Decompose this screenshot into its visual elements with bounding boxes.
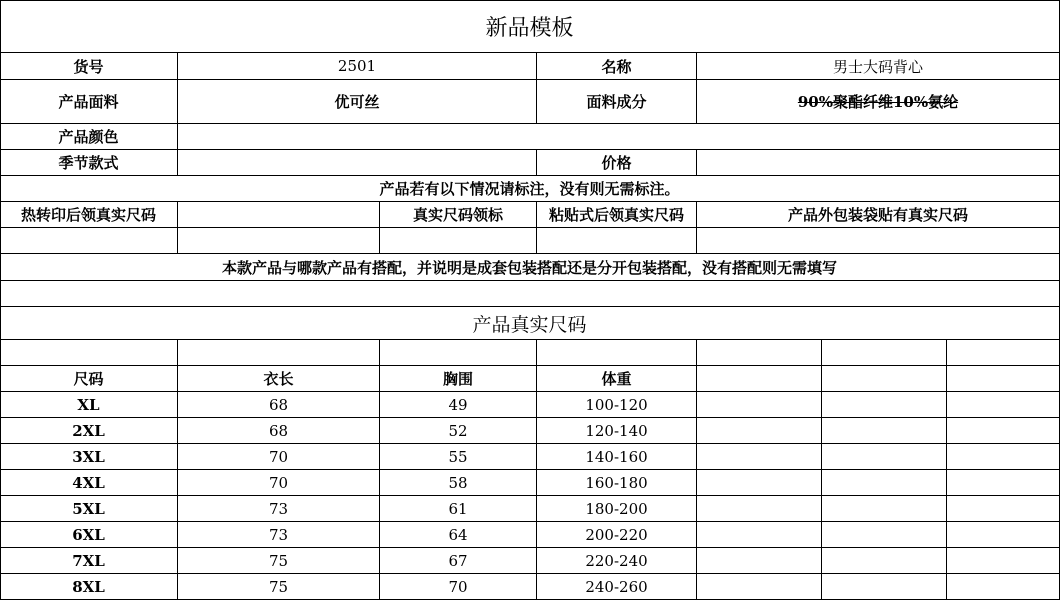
- length-cell[interactable]: 75: [178, 548, 380, 574]
- size-table-blank-cell[interactable]: [380, 340, 537, 366]
- item-no-value[interactable]: 2501: [178, 53, 537, 80]
- size-table-blank-cell[interactable]: [947, 418, 1060, 444]
- size-cell[interactable]: 7XL: [0, 548, 178, 574]
- length-cell[interactable]: 68: [178, 418, 380, 444]
- length-cell[interactable]: 68: [178, 392, 380, 418]
- chest-cell[interactable]: 61: [380, 496, 537, 522]
- size-table-blank-cell[interactable]: [697, 392, 822, 418]
- weight-cell[interactable]: 180-200: [537, 496, 697, 522]
- size-table-blank-cell[interactable]: [947, 470, 1060, 496]
- weight-cell[interactable]: 140-160: [537, 444, 697, 470]
- length-cell[interactable]: 73: [178, 496, 380, 522]
- weight-cell[interactable]: 220-240: [537, 548, 697, 574]
- weight-cell[interactable]: 100-120: [537, 392, 697, 418]
- chest-cell[interactable]: 70: [380, 574, 537, 600]
- size-cell[interactable]: 3XL: [0, 444, 178, 470]
- size-table-blank-cell[interactable]: [822, 548, 947, 574]
- weight-cell[interactable]: 160-180: [537, 470, 697, 496]
- size-table-blank-cell[interactable]: [697, 418, 822, 444]
- size-table-blank-cell[interactable]: [947, 444, 1060, 470]
- composition-label: 面料成分: [537, 80, 697, 124]
- size-tag-input[interactable]: [380, 228, 537, 254]
- size-table-title: 产品真实尺码: [0, 307, 1060, 340]
- chest-cell[interactable]: 52: [380, 418, 537, 444]
- size-table-blank-cell[interactable]: [822, 340, 947, 366]
- sticker-input[interactable]: [537, 228, 697, 254]
- size-table-blank-cell[interactable]: [822, 522, 947, 548]
- color-value[interactable]: [178, 124, 1060, 150]
- size-table-blank-cell[interactable]: [947, 522, 1060, 548]
- length-header: 衣长: [178, 366, 380, 392]
- size-table-blank-cell[interactable]: [822, 418, 947, 444]
- size-table-blank-cell[interactable]: [537, 340, 697, 366]
- size-table-blank-cell[interactable]: [822, 444, 947, 470]
- size-table-blank-cell[interactable]: [947, 496, 1060, 522]
- size-table-blank-cell[interactable]: [697, 444, 822, 470]
- heat-transfer-size-label: 热转印后领真实尺码: [0, 202, 178, 228]
- size-table-blank-cell[interactable]: [947, 574, 1060, 600]
- fabric-label: 产品面料: [0, 80, 178, 124]
- blank-input[interactable]: [178, 228, 380, 254]
- size-table-blank-cell[interactable]: [947, 392, 1060, 418]
- item-no-label: 货号: [0, 53, 178, 80]
- size-table-blank-cell[interactable]: [697, 496, 822, 522]
- length-cell[interactable]: 73: [178, 522, 380, 548]
- package-input[interactable]: [697, 228, 1060, 254]
- size-table-blank-cell[interactable]: [822, 366, 947, 392]
- size-table-blank-cell[interactable]: [947, 340, 1060, 366]
- chest-header: 胸围: [380, 366, 537, 392]
- size-header: 尺码: [0, 366, 178, 392]
- name-value[interactable]: 男士大码背心: [697, 53, 1060, 80]
- size-cell[interactable]: 4XL: [0, 470, 178, 496]
- size-table-blank-cell[interactable]: [697, 470, 822, 496]
- length-cell[interactable]: 70: [178, 470, 380, 496]
- size-label-tag-label: 真实尺码领标: [380, 202, 537, 228]
- name-label: 名称: [537, 53, 697, 80]
- color-label: 产品颜色: [0, 124, 178, 150]
- size-table-blank-cell[interactable]: [697, 574, 822, 600]
- price-value[interactable]: [697, 150, 1060, 176]
- chest-cell[interactable]: 64: [380, 522, 537, 548]
- size-cell[interactable]: 5XL: [0, 496, 178, 522]
- chest-cell[interactable]: 55: [380, 444, 537, 470]
- chest-cell[interactable]: 67: [380, 548, 537, 574]
- size-table-blank-cell[interactable]: [0, 340, 178, 366]
- fabric-value[interactable]: 优可丝: [178, 80, 537, 124]
- size-cell[interactable]: 2XL: [0, 418, 178, 444]
- chest-cell[interactable]: 49: [380, 392, 537, 418]
- size-table-blank-cell[interactable]: [822, 496, 947, 522]
- heat-transfer-size-value[interactable]: [178, 202, 380, 228]
- size-table-blank-cell[interactable]: [697, 548, 822, 574]
- size-table-blank-cell[interactable]: [697, 366, 822, 392]
- size-table-blank-cell[interactable]: [947, 548, 1060, 574]
- size-table-blank-cell[interactable]: [697, 340, 822, 366]
- sticker-size-label: 粘贴式后领真实尺码: [537, 202, 697, 228]
- size-cell[interactable]: XL: [0, 392, 178, 418]
- page-title: 新品模板: [0, 0, 1060, 53]
- notice-text: 产品若有以下情况请标注，没有则无需标注。: [0, 176, 1060, 202]
- heat-transfer-input[interactable]: [0, 228, 178, 254]
- size-cell[interactable]: 8XL: [0, 574, 178, 600]
- chest-cell[interactable]: 58: [380, 470, 537, 496]
- size-cell[interactable]: 6XL: [0, 522, 178, 548]
- package-size-label: 产品外包装袋贴有真实尺码: [697, 202, 1060, 228]
- size-table-blank-cell[interactable]: [822, 392, 947, 418]
- size-table-blank-cell[interactable]: [697, 522, 822, 548]
- length-cell[interactable]: 75: [178, 574, 380, 600]
- size-table-blank-cell[interactable]: [822, 470, 947, 496]
- weight-cell[interactable]: 240-260: [537, 574, 697, 600]
- matching-input[interactable]: [0, 281, 1060, 307]
- weight-cell[interactable]: 120-140: [537, 418, 697, 444]
- season-label: 季节款式: [0, 150, 178, 176]
- price-label: 价格: [537, 150, 697, 176]
- size-table-blank-cell[interactable]: [947, 366, 1060, 392]
- matching-notice: 本款产品与哪款产品有搭配，并说明是成套包装搭配还是分开包装搭配，没有搭配则无需填写: [0, 254, 1060, 281]
- weight-header: 体重: [537, 366, 697, 392]
- season-value[interactable]: [178, 150, 537, 176]
- length-cell[interactable]: 70: [178, 444, 380, 470]
- size-table-blank-cell[interactable]: [822, 574, 947, 600]
- size-table-blank-cell[interactable]: [178, 340, 380, 366]
- weight-cell[interactable]: 200-220: [537, 522, 697, 548]
- composition-value[interactable]: 90%聚酯纤维10%氨纶: [697, 80, 1060, 124]
